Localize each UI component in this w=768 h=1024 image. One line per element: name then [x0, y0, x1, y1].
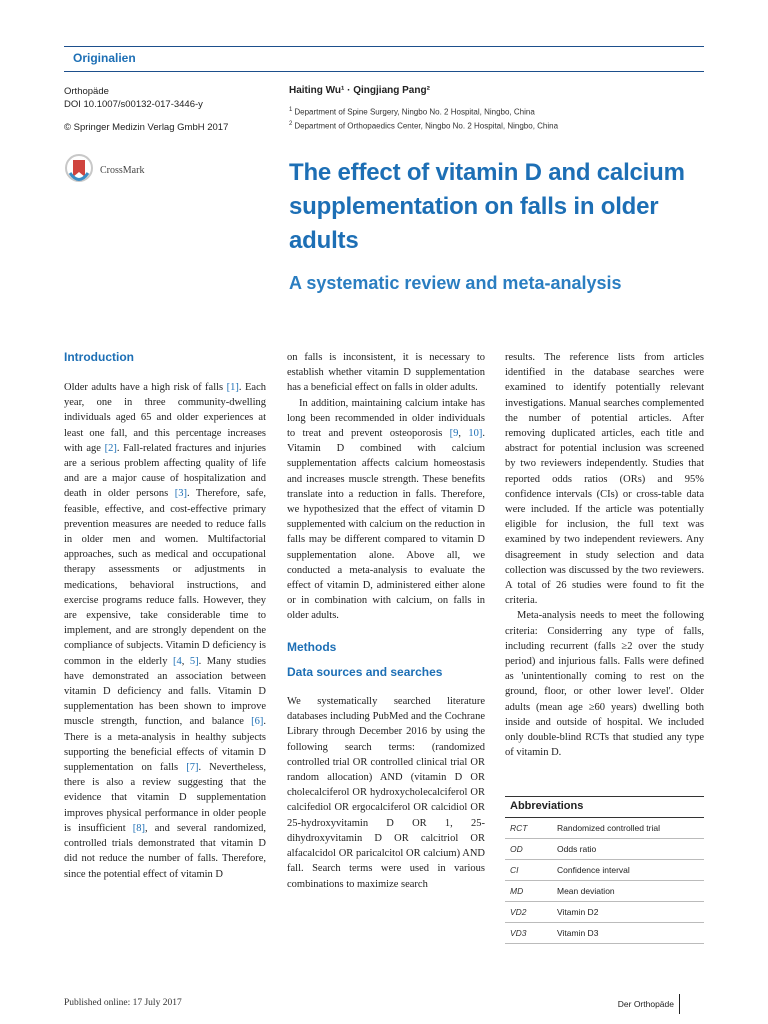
citation-link[interactable]: [1] [226, 382, 239, 393]
body-text: . Fall-related fractures and injuries are a serious problem affecting quality of life and are a major cause of hospitalization and death in older persons [64, 442, 266, 500]
abbreviation-row [505, 923, 704, 944]
affiliation-text: Department of Orthopaedics Center, Ningbo No. 2 Hospital, Ningbo, China [294, 121, 559, 131]
abbreviation-key: CI [510, 865, 519, 875]
abbreviation-row [505, 902, 704, 923]
affiliation-1 [289, 107, 535, 117]
abbreviations-title: Abbreviations [505, 797, 704, 818]
citation-link[interactable]: [6] [251, 716, 264, 728]
introduction-heading: Introduction [64, 350, 134, 364]
article-subtitle: A systematic review and meta-analysis [289, 273, 622, 293]
abbreviation-value: Vitamin D2 [557, 907, 599, 917]
footer-divider [679, 994, 680, 1014]
affiliation-number: 1 [289, 107, 293, 113]
affiliation-2 [289, 121, 558, 131]
body-text: . There is a meta-analysis in healthy subjects supporting the beneficial effects of vitamin D supplementation on falls [64, 716, 266, 774]
methods-heading: Methods [287, 639, 337, 654]
copyright: © Springer Medizin Verlag GmbH 2017 [64, 122, 229, 133]
body-text: Older adults have a high risk of falls [64, 382, 227, 393]
citation-link[interactable]: [3] [174, 488, 187, 500]
body-column-3 [505, 350, 704, 760]
body-column-1 [64, 380, 266, 882]
published-date: Published online: 17 July 2017 [64, 998, 182, 1008]
intro-paragraph [64, 380, 266, 882]
abbreviation-value: Randomized controlled trial [557, 823, 660, 833]
citation-link[interactable]: [2] [104, 442, 117, 454]
body-text: , [181, 655, 190, 667]
abbreviation-key: VD2 [510, 907, 527, 917]
abbreviation-value: Mean deviation [557, 886, 615, 896]
methods-paragraph: We systematically searched literature databases including PubMed and the Cochrane Library through December 2016 by using the following search terms: (randomized controlled trial OR controlled clinical trial OR random allocation) AND (vitamin D OR cholecalciferol OR hydroxycholecalciferol OR calcifediol OR ergocalciferol OR calcidiol OR 25-hydroxyvitamin D OR 1, 25-dihydroxyvitamin D OR calcitriol OR alfacalcidol OR paricalcitol OR calcium) AND fall. Search terms were used in various combinations to maximize search [287, 696, 485, 890]
abbreviation-value: Vitamin D3 [557, 928, 599, 938]
author-list: Haiting Wu¹ · Qingjiang Pang² [289, 85, 430, 96]
criteria-paragraph: Meta-analysis needs to meet the following criteria: Considerring any type of falls, including recurrent (falls ≥2 over the study period) and injurious falls. Falls were defined as 'unintentionally coming to rest on the ground, floor, or other lower level'. Older adults (mean age ≥60 years) dwelling both inside and outside of hospital. We included only double-blind RCTs that studied any type of vitamin D. [505, 610, 704, 759]
abbreviation-key: OD [510, 844, 523, 854]
intro-paragraph-continued: on falls is inconsistent, it is necessary to establish whether vitamin D supplementation has a beneficial effect on falls in older adults. [287, 352, 485, 394]
section-label: Originalien [73, 51, 136, 65]
data-sources-heading: Data sources and searches [287, 664, 443, 679]
crossmark-label: CrossMark [100, 165, 145, 176]
body-text: . Vitamin D combined with calcium supplementation affects calcium homeostasis and increases muscle strength. These benefits translate into a reduction in falls. Therefore, we hypothesized that the effect of vitamin D supplemented with calcium on the reduction in falls may be different compared to vitamin D supplementation alone. Above all, we conducted a meta-analysis to evaluate the effect of vitamin D, administered either alone or in combination with calcium, on falls in older adults. [287, 428, 486, 622]
abbreviation-key: VD3 [510, 928, 527, 938]
abbreviation-row [505, 881, 704, 902]
body-text: In addition, maintaining calcium intake has long been recommended in older individuals to treat and prevent osteoporosis [287, 397, 485, 440]
abbreviations-box [505, 796, 704, 944]
crossmark-icon [64, 153, 94, 189]
body-text: . Each year, one in three community-dwelling individuals aged 65 and older experiences at least one fall, and this percentage increases with age [64, 382, 266, 454]
citation-link[interactable]: 10] [468, 428, 483, 440]
body-text: . Many studies have demonstrated an association between vitamin D deficiency and falls. Vitamin D supplementation has been shown to improve muscle strength, function, and balance [64, 655, 266, 728]
affiliation-number: 2 [289, 121, 293, 127]
citation-link[interactable]: [9 [449, 428, 459, 440]
citation-link[interactable]: [8] [132, 822, 146, 834]
journal-name: Orthopäde [64, 86, 109, 97]
crossmark-badge[interactable] [64, 153, 184, 189]
footer-journal: Der Orthopäde [617, 999, 674, 1009]
doi-link[interactable]: DOI 10.1007/s00132-017-3446-y [64, 99, 203, 110]
body-text: . Therefore, safe, feasible, effective, and cost-effective primary prevention measures are needed to reduce falls in older men and women. Multifactorial approaches, such as medical and occupational therapy assessments or adjustments in medications, behavioral instructions, and exercise programs reduce falls. However, they are expensive, take considerable time to implement, and are strongly dependent on the compliance of subjects. Vitamin D deficiency is common in the elderly [64, 488, 266, 667]
citation-link[interactable]: [4 [173, 655, 182, 667]
body-column-2 [287, 350, 485, 892]
abbreviation-value: Odds ratio [557, 844, 597, 854]
citation-link[interactable]: 5] [189, 655, 199, 667]
article-meta [64, 85, 228, 134]
abbreviation-key: MD [510, 886, 524, 896]
methods-paragraph-continued: results. The reference lists from articles identified in the database searches were examined to identify potentially relevant investigations. Manual searches complemented the number of potential articles. After removing duplicated articles, each title and abstract for potential inclusion was screened by two reviewers independently. Studies that reported odds ratios (ORs) and 95% confidence intervals (CIs) or cross-table data were included. If the article was potentially eligible for inclusion, the full text was examined by two independent reviewers. Any disagreement in study selection and data collection was discussed by the two reviewers. A total of 26 studies were found to fit the criteria. [505, 352, 704, 607]
body-text: , and several randomized, controlled trials demonstrated that vitamin D did not reduce the number of falls. Therefore, since the potential effect of vitamin D [64, 822, 266, 880]
body-text: . Nevertheless, there is also a review suggesting that the evidence that vitamin D supplementation improves physical performance in older people is insufficient [64, 762, 267, 834]
section-header [64, 46, 704, 72]
body-text: , [458, 428, 469, 440]
abbreviation-value: Confidence interval [557, 865, 630, 875]
article-title: The effect of vitamin D and calcium supplementation on falls in older adults [289, 159, 685, 254]
abbreviation-row [505, 818, 704, 839]
abbreviation-key: RCT [510, 823, 528, 833]
citation-link[interactable]: [7] [186, 762, 199, 774]
affiliation-text: Department of Spine Surgery, Ningbo No. 2 Hospital, Ningbo, China [294, 107, 535, 117]
intro-paragraph-calcium [287, 396, 485, 624]
abbreviation-row [505, 860, 704, 881]
abbreviation-row [505, 839, 704, 860]
